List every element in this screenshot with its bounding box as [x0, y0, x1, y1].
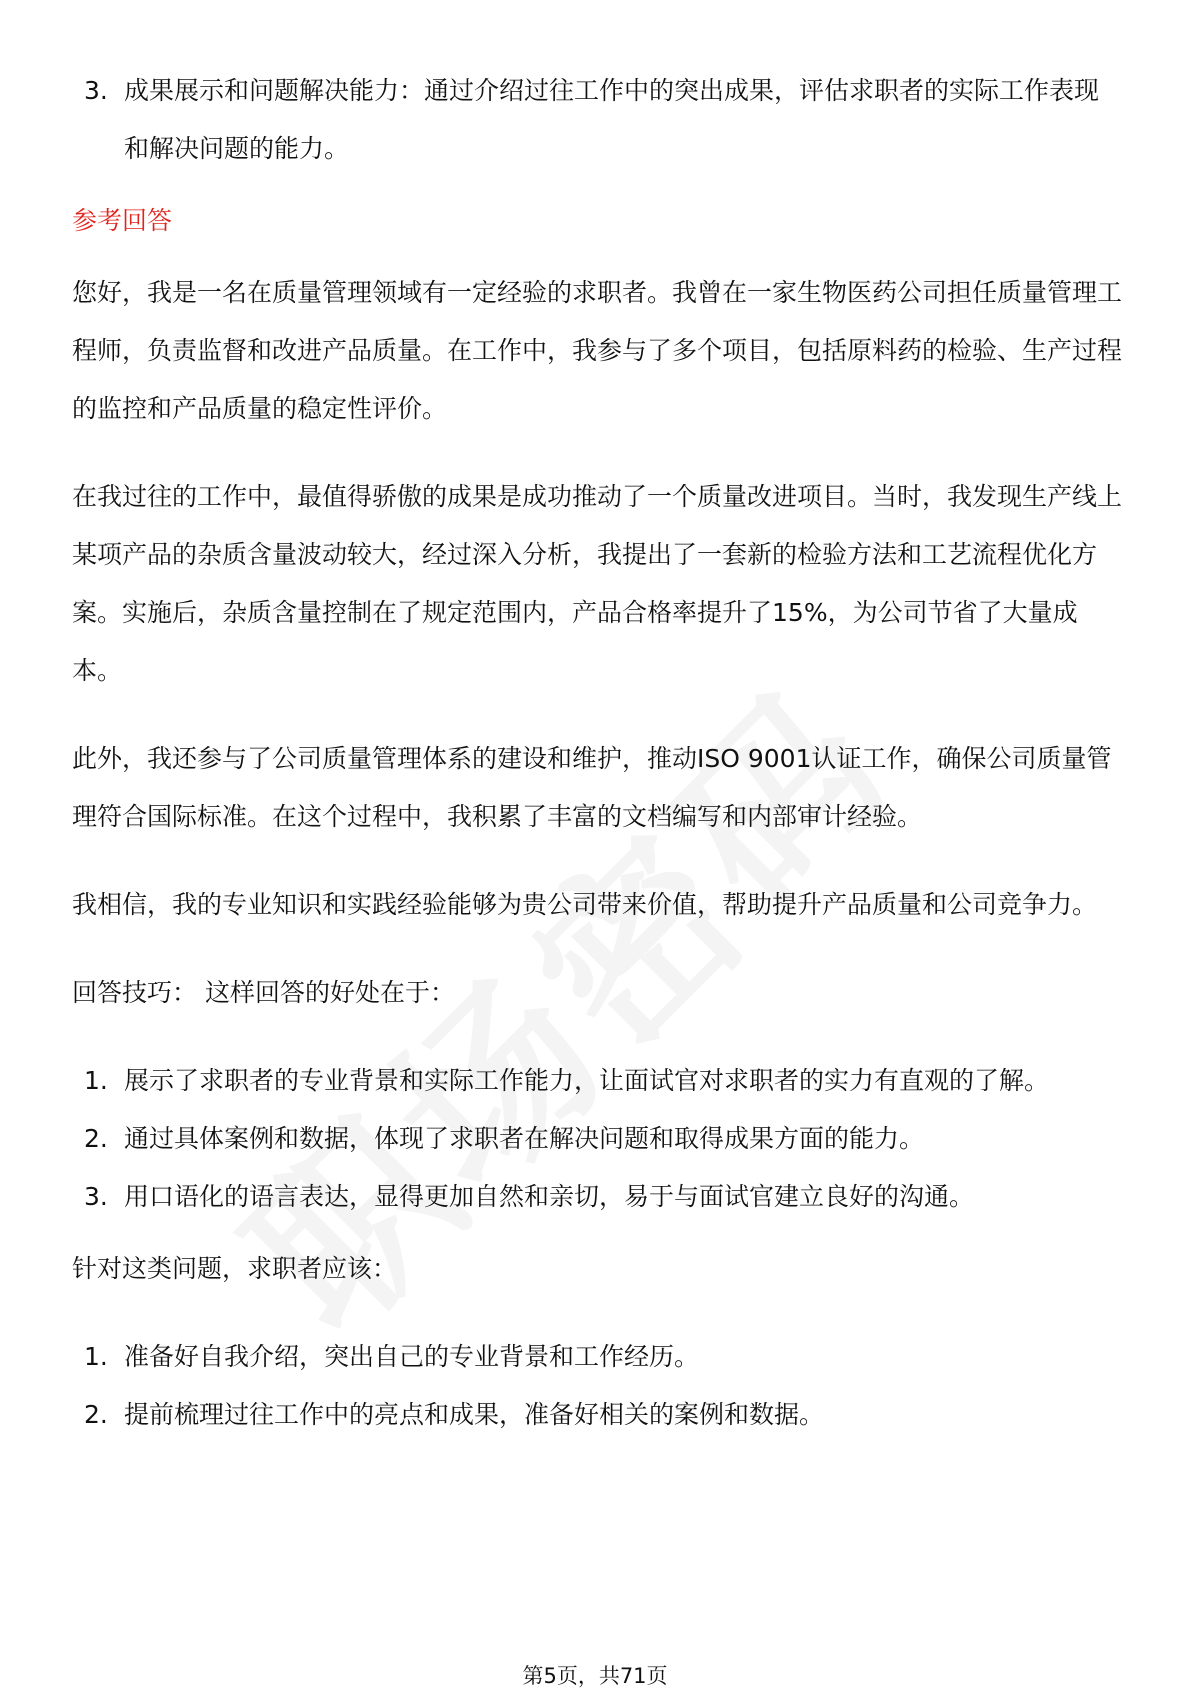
- list-item: [72, 1110, 1122, 1168]
- answer-paragraph-2: 在我过往的工作中，最值得骄傲的成果是成功推动了一个质量改进项目。当时，我发现生产线上某项产品的杂质含量波动较大，经过深入分析，我提出了一套新的检验方法和工艺流程优化方案。实施后，杂质含量控制在了规定范围内，产品合格率提升了15%，为公司节省了大量成本。: [72, 482, 1123, 685]
- list-text: 用口语化的语言表达，显得更加自然和亲切，易于与面试官建立良好的沟通。: [124, 1182, 975, 1211]
- page-footer: 第5页，共71页: [522, 1664, 668, 1688]
- list-number: 1.: [84, 1342, 108, 1371]
- list-item: [72, 62, 1122, 178]
- document-body: [72, 62, 1122, 1444]
- list-number: 2.: [84, 1124, 108, 1153]
- list-item: [72, 1386, 1122, 1444]
- reference-answer-heading: 参考回答: [72, 206, 173, 235]
- list-number: 1.: [84, 1066, 108, 1095]
- list-item: [72, 1052, 1122, 1110]
- list-text: 准备好自我介绍，突出自己的专业背景和工作经历。: [124, 1342, 700, 1371]
- answer-paragraph-4: 我相信，我的专业知识和实践经验能够为贵公司带来价值，帮助提升产品质量和公司竞争力。: [72, 890, 1098, 919]
- list-text: 提前梳理过往工作中的亮点和成果，准备好相关的案例和数据。: [124, 1400, 825, 1429]
- answer-paragraph-3: 此外，我还参与了公司质量管理体系的建设和维护，推动ISO 9001认证工作，确保公司质量管理符合国际标准。在这个过程中，我积累了丰富的文档编写和内部审计经验。: [72, 744, 1112, 831]
- list-text: 成果展示和问题解决能力：通过介绍过往工作中的突出成果，评估求职者的实际工作表现和解决问题的能力。: [124, 76, 1100, 163]
- advice-heading: 针对这类问题，求职者应该：: [72, 1254, 398, 1283]
- list-number: 3.: [84, 76, 108, 105]
- answer-paragraph-1: 您好，我是一名在质量管理领域有一定经验的求职者。我曾在一家生物医药公司担任质量管理工程师，负责监督和改进产品质量。在工作中，我参与了多个项目，包括原料药的检验、生产过程的监控和产品质量的稳定性评价。: [72, 278, 1123, 423]
- tips-list: [72, 1052, 1122, 1226]
- list-text: 展示了求职者的专业背景和实际工作能力，让面试官对求职者的实力有直观的了解。: [124, 1066, 1050, 1095]
- advice-list: [72, 1328, 1122, 1444]
- list-number: 2.: [84, 1400, 108, 1429]
- intro-list: [72, 62, 1122, 178]
- list-item: [72, 1168, 1122, 1226]
- list-item: [72, 1328, 1122, 1386]
- list-number: 3.: [84, 1182, 108, 1211]
- tips-heading: 回答技巧： 这样回答的好处在于：: [72, 978, 455, 1007]
- list-text: 通过具体案例和数据，体现了求职者在解决问题和取得成果方面的能力。: [124, 1124, 925, 1153]
